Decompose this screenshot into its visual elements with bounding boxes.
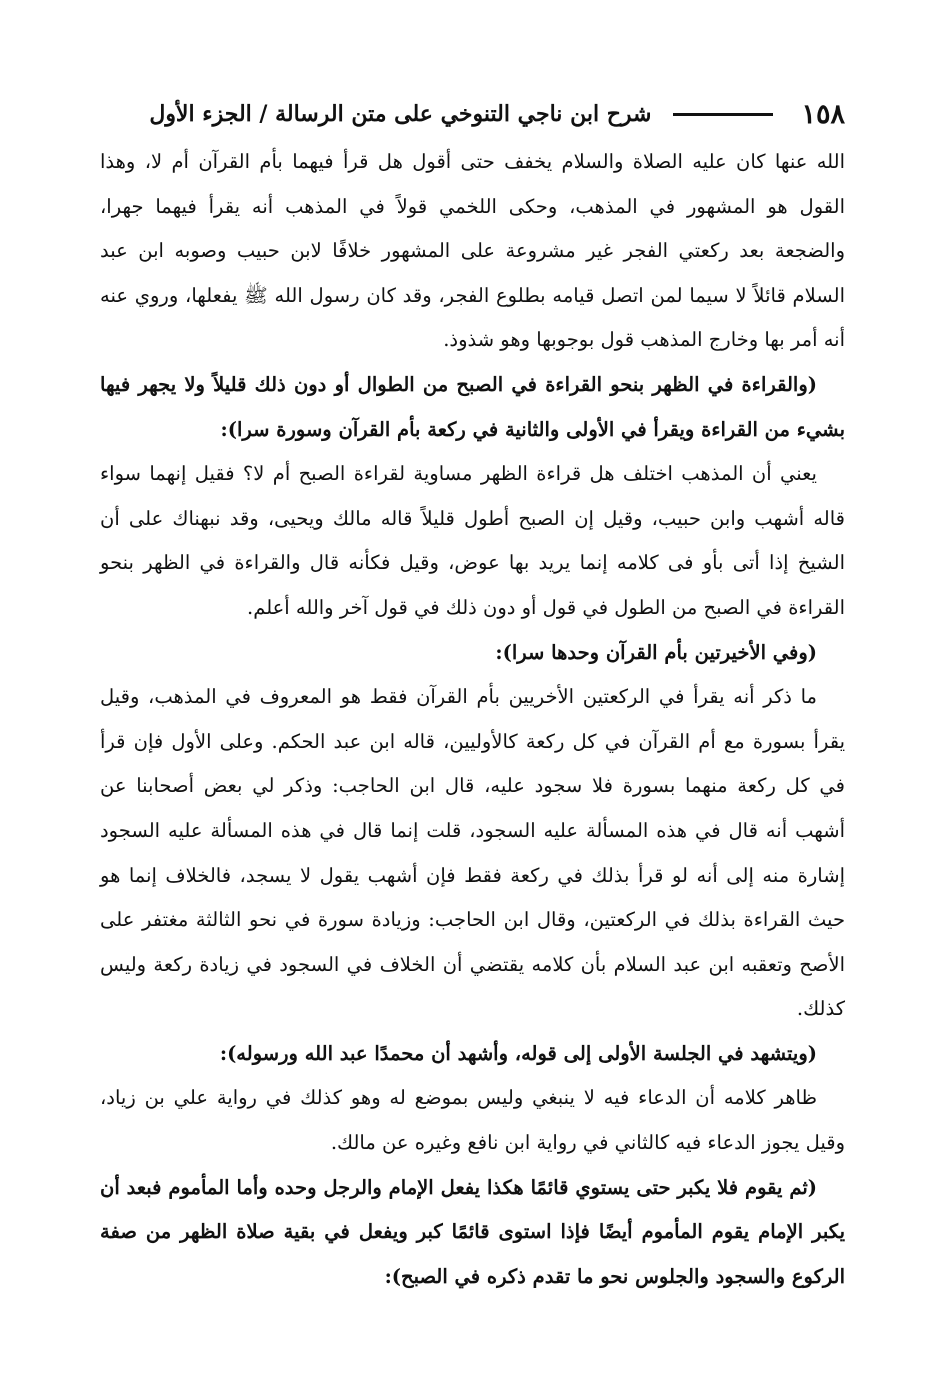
matn-paragraph: (ثم يقوم فلا يكبر حتى يستوي قائمًا هكذا يفعل الإمام والرجل وحده وأما المأموم فبعد أن يكبر الإمام يقوم المأموم أيضًا فإذا استوى قائمًا كبر ويفعل في بقية صلاة الظهر من صفة الركوع والسجود والجلوس نحو ما تقدم ذكره في الصبح):	[100, 1175, 845, 1288]
matn-paragraph: (ويتشهد في الجلسة الأولى إلى قوله، وأشهد أن محمدًا عبد الله ورسوله):	[219, 1041, 817, 1065]
commentary-paragraph: ما ذكر أنه يقرأ في الركعتين الأخريين بأم القرآن فقط هو المعروف في المذهب، وقيل يقرأ بسورة مع أم القرآن في كل ركعة كالأوليين، قاله ابن عبد الحكم. وعلى الأول فإن قرأ في كل ركعة منهما بسورة فلا سجود عليه، قال ابن الحاجب: وذكر لي بعض أصحابنا عن أشهب أنه قال في هذه المسألة عليه السجود، قلت إنما قال في هذه المسألة عليه السجود إشارة منه إلى أنه لو قرأ بذلك في ركعة فقط فإن أشهب يقول لا يسجد، فالخلاف إنما هو حيث القراءة بذلك في الركعتين، وقال ابن الحاجب: وزيادة سورة في نحو الثالثة مغتفر على الأصح وتعقبه ابن عبد السلام بأن كلامه يقتضي أن الخلاف في السجود في زيادة ركعة وليس كذلك.	[100, 685, 846, 1021]
commentary-paragraph: يعني أن المذهب اختلف هل قراءة الظهر مساوية لقراءة الصبح أم لا؟ فقيل إنهما سواء قاله أشهب وابن حبيب، وقيل إن الصبح أطول قليلاً قاله مالك ويحيى، وقد نبهناك على أن الشيخ إذا أتى بأو فى كلامه إنما يريد بها عوض، وقيل فكأنه قال والقراءة في الظهر بنحو القراءة في الصبح من الطول في قول أو دون ذلك في قول آخر والله أعلم.	[100, 462, 845, 619]
commentary-paragraph: ظاهر كلامه أن الدعاء فيه لا ينبغي وليس بموضع له وهو كذلك في رواية علي بن زياد، وقيل يجوز الدعاء فيه كالثاني في رواية ابن نافع وغيره عن مالك.	[100, 1086, 845, 1155]
page-body	[100, 140, 845, 1342]
page-header	[100, 92, 845, 136]
matn-paragraph: (والقراءة في الظهر بنحو القراءة في الصبح من الطوال أو دون ذلك قليلاً ولا يجهر فيها بشيء من القراءة ويقرأ في الأولى والثانية في ركعة بأم القرآن وسورة سرا):	[100, 372, 845, 441]
matn-paragraph: (وفي الأخيرتين بأم القرآن وحدها سرا):	[495, 640, 817, 664]
commentary-paragraph: الله عنها كان عليه الصلاة والسلام يخفف حتى أقول هل قرأ فيهما بأم القرآن أم لا، وهذا القول هو المشهور في المذهب، وحكى اللخمي قولاً في المذهب أنه يقرأ فيهما جهرا، والضجعة بعد ركعتي الفجر غير مشروعة على المشهور خلافًا لابن حبيب وصوبه ابن عبد السلام قائلاً لا سيما لمن اتصل قيامه بطلوع الفجر، وقد كان رسول الله ﷺ يفعلها، وروي عنه أنه أمر بها وخارج المذهب قول بوجوبها وهو شذوذ.	[100, 150, 845, 352]
page-number: ١٥٨	[801, 98, 845, 130]
running-title: شرح ابن ناجي التنوخي على متن الرسالة / الجزء الأول	[149, 101, 652, 127]
header-rule	[673, 113, 773, 116]
